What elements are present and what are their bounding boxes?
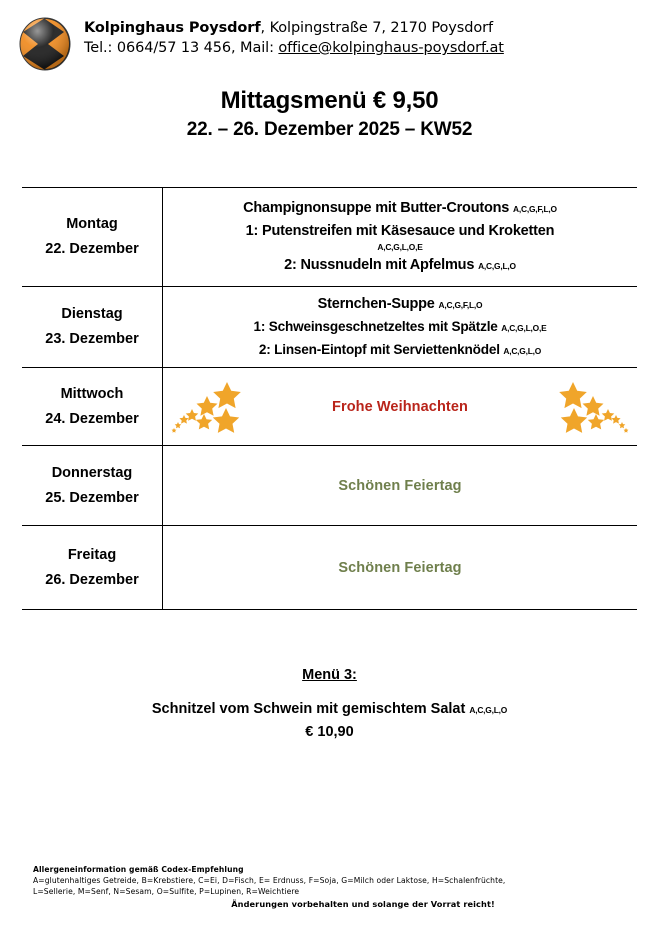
day-date: 25. Dezember [45, 489, 139, 506]
dish-line [163, 293, 637, 316]
day-cell-montag [22, 188, 163, 287]
weekly-menu-table [22, 187, 637, 610]
dish-line [163, 254, 637, 277]
company-address: , Kolpingstraße 7, 2170 Poysdorf [260, 20, 493, 36]
menu-cell-freitag [163, 526, 638, 610]
day-cell-dienstag [22, 287, 163, 368]
email-link[interactable]: office@kolpinghaus-poysdorf.at [278, 40, 504, 56]
allergen-codes: A,C,G,L,O,E [501, 322, 547, 333]
day-date: 24. Dezember [45, 410, 139, 427]
day-cell-donnerstag [22, 446, 163, 526]
allergen-codes: A,C,G,L,O [469, 705, 508, 715]
day-date: 26. Dezember [45, 571, 139, 588]
day-name: Montag [66, 216, 118, 232]
dish-text: 2: Linsen-Eintopf mit Serviettenknödel [258, 341, 500, 357]
table-row [22, 446, 637, 526]
menu3-dish-line [0, 698, 659, 721]
dish-text: Sternchen-Suppe [317, 295, 435, 312]
day-name: Freitag [67, 546, 117, 563]
phone-label: Tel.: 0664/57 13 456, Mail: [84, 40, 279, 56]
allergen-codes: A,C,G,L,O,E [377, 242, 423, 252]
day-date: 23. Dezember [45, 331, 139, 347]
contact-line [84, 38, 504, 58]
day-cell-freitag [22, 526, 163, 610]
menu3-section [0, 664, 659, 743]
christmas-greeting-row [163, 378, 637, 436]
page-title: Mittagsmenü € 9,50 [220, 87, 439, 114]
page-subtitle: 22. – 26. Dezember 2025 – KW52 [186, 119, 473, 140]
table-row [22, 188, 637, 287]
allergen-codes: A,C,G,F,L,O [438, 299, 483, 310]
day-name: Dienstag [61, 306, 123, 322]
dish-text: 1: Putenstreifen mit Käsesauce und Kroketten [245, 223, 555, 239]
menu-cell-dienstag [163, 287, 638, 368]
dish-text: Schnitzel vom Schwein mit gemischtem Salat [151, 701, 466, 717]
allergen-codes: A,C,G,L,O [503, 345, 542, 356]
dish-line [163, 339, 637, 362]
menu3-price: € 10,90 [305, 724, 354, 740]
menu3-title: Menü 3: [302, 667, 357, 683]
holiday-message: Schönen Feiertag [338, 477, 462, 494]
table-row [22, 368, 637, 446]
disclaimer-note: Änderungen vorbehalten und solange der Vorrat reicht! [231, 899, 495, 909]
company-address-line [84, 18, 504, 38]
table-row [22, 526, 637, 610]
menu-cell-mittwoch [163, 368, 638, 446]
menu-cell-montag [163, 188, 638, 287]
menu-cell-donnerstag [163, 446, 638, 526]
star-cluster-icon [549, 378, 631, 436]
dish-text: 2: Nussnudeln mit Apfelmus [284, 257, 475, 273]
holiday-message: Schönen Feiertag [338, 559, 462, 576]
day-cell-mittwoch [22, 368, 163, 446]
allergen-heading: Allergeneinformation gemäß Codex-Empfehlung [33, 865, 244, 874]
company-name: Kolpinghaus Poysdorf [84, 20, 261, 36]
allergen-codes: A,C,G,L,O [478, 261, 516, 271]
dish-line [163, 316, 637, 339]
dish-text: 1: Schweinsgeschnetzeltes mit Spätzle [253, 318, 498, 334]
allergen-list-line-1: A=glutenhaltiges Getreide, B=Krebstiere, C=Ei, D=Fisch, E= Erdnuss, F=Soja, G=Milch oder Laktose, H=Schalenfrüchte, [33, 876, 506, 885]
day-name: Mittwoch [60, 385, 124, 402]
dish-line [163, 197, 637, 220]
allergen-footer [33, 864, 633, 910]
day-date: 22. Dezember [45, 241, 139, 257]
dish-line [163, 220, 637, 242]
day-name: Donnerstag [51, 464, 133, 481]
letterhead [0, 0, 659, 72]
star-cluster-icon [169, 378, 251, 436]
allergen-list-line-2: L=Sellerie, M=Senf, N=Sesam, O=Sulfite, P=Lupinen, R=Weichtiere [33, 887, 300, 896]
allergen-codes: A,C,G,F,L,O [513, 204, 557, 214]
table-row [22, 287, 637, 368]
christmas-message: Frohe Weihnachten [332, 398, 468, 415]
dish-text: Champignonsuppe mit Butter-Croutons [243, 200, 510, 216]
page-title-block [0, 86, 659, 143]
kolping-k-emblem-icon [18, 16, 72, 72]
